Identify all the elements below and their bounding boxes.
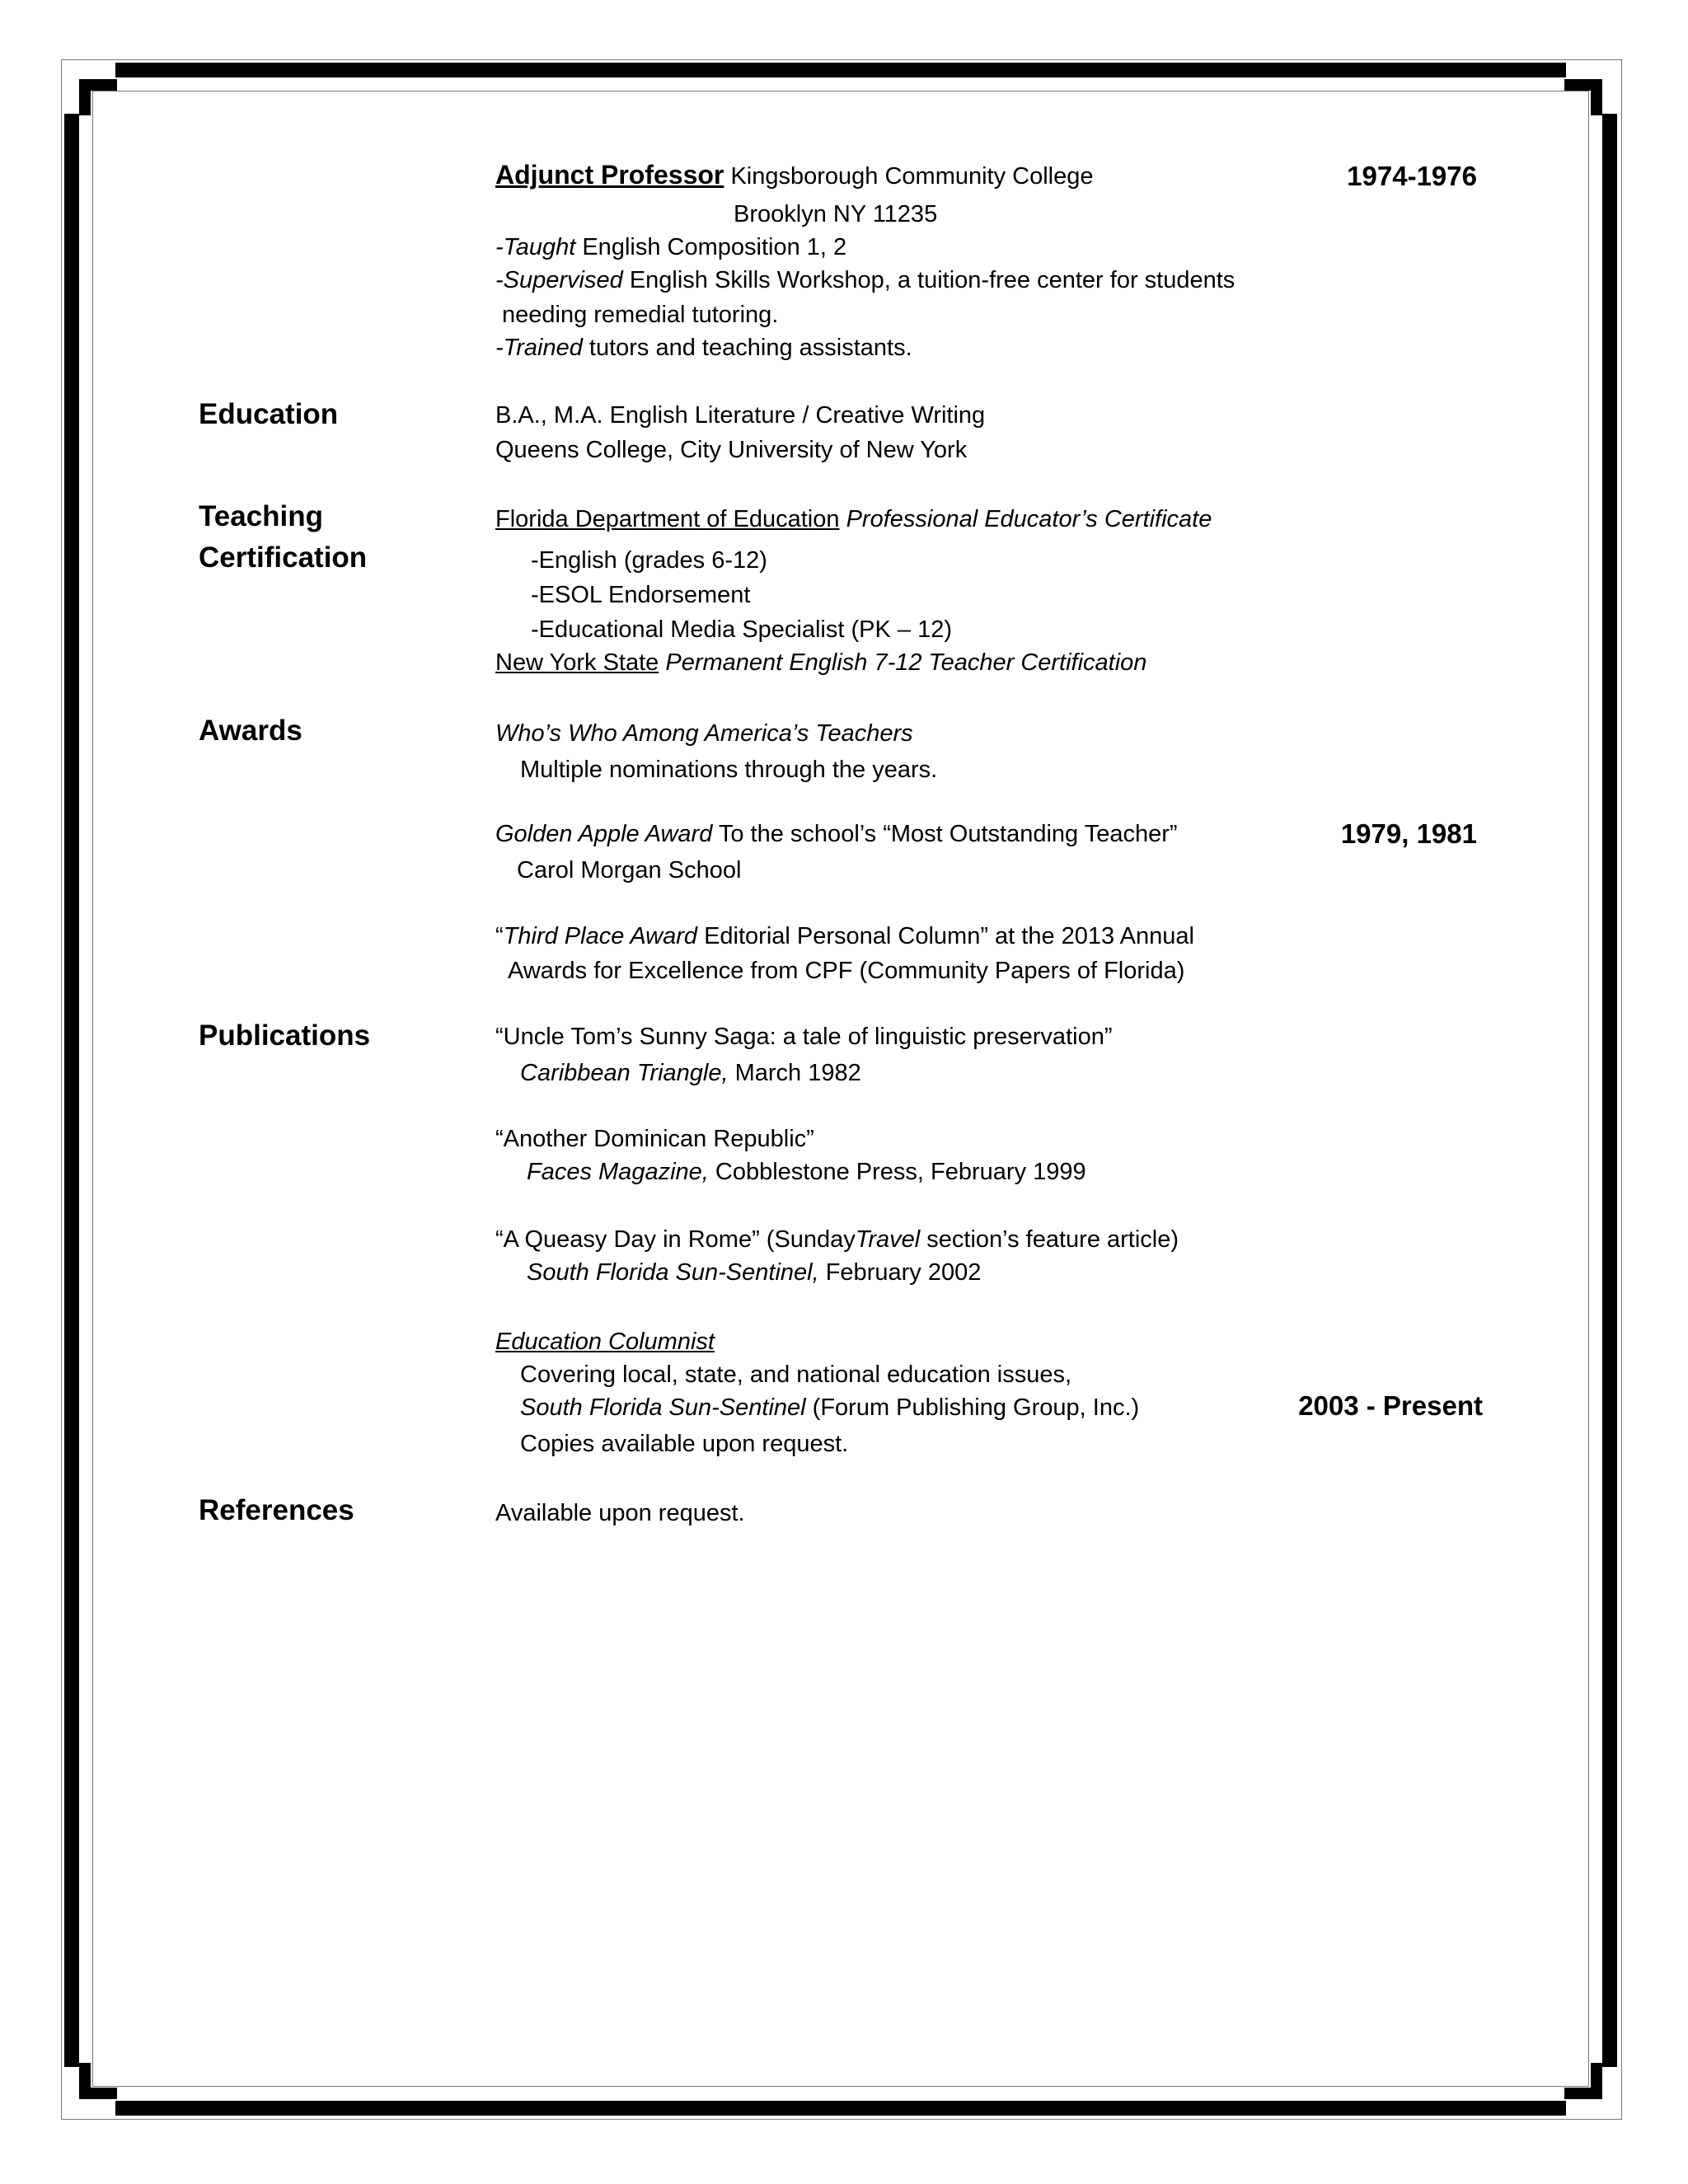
publication-1-date: March 1982 (734, 1060, 861, 1086)
job-bullet-2-cont: needing remedial tutoring. (502, 302, 779, 328)
publication-1-source-name: Caribbean Triangle, (520, 1060, 729, 1086)
certification-heading-line2: Certification (199, 541, 368, 574)
award-golden-apple-school: Carol Morgan School (517, 857, 742, 883)
publication-3-tail: section’s feature article) (926, 1226, 1179, 1253)
award-third-place-quote: “ (495, 923, 504, 949)
education-school: Queens College, City University of New York (495, 437, 968, 463)
award-third-place-text: Editorial Personal Column” at the 2013 Annual (704, 923, 1194, 949)
certification-item-esol: -ESOL Endorsement (531, 582, 751, 608)
certification-florida (495, 504, 1212, 534)
publication-3-title-text: “A Queasy Day in Rome” (Sunday (495, 1226, 856, 1253)
job-bullet-1 (495, 232, 846, 262)
publication-2-source (527, 1157, 1086, 1187)
certification-ny-org: New York State (495, 649, 659, 676)
publication-1-source (520, 1058, 861, 1088)
award-whos-who-title: Who’s Who Among America’s Teachers (495, 720, 913, 747)
awards-heading: Awards (199, 715, 302, 747)
award-third-place (495, 921, 1194, 951)
job-location: Brooklyn NY 11235 (734, 201, 938, 227)
columnist-copies: Copies available upon request. (520, 1431, 849, 1457)
job-years: 1974-1976 (1347, 161, 1477, 191)
job-bullet-1-text: English Composition 1, 2 (582, 234, 847, 260)
publication-3-date: February 2002 (825, 1259, 982, 1286)
columnist-paper-line (520, 1393, 1139, 1422)
job-bullet-3-verb: -Trained (495, 335, 583, 361)
award-golden-apple-years: 1979, 1981 (1340, 818, 1477, 849)
certification-ny-cert: Permanent English 7-12 Teacher Certification (665, 649, 1147, 676)
certification-florida-cert: Professional Educator’s Certificate (846, 506, 1212, 532)
publication-3-title (495, 1225, 1179, 1254)
columnist-line1: Covering local, state, and national education issues, (520, 1361, 1072, 1388)
publication-2-source-name: Faces Magazine, (527, 1159, 709, 1185)
award-golden-apple (495, 819, 1178, 849)
certification-ny (495, 648, 1146, 677)
award-third-place-cont: Awards for Excellence from CPF (Community Papers of Florida) (508, 958, 1185, 984)
job-bullet-2 (495, 265, 1235, 295)
columnist-title: Education Columnist (495, 1329, 715, 1355)
certification-heading-line1: Teaching (199, 500, 324, 532)
job-institution: Kingsborough Community College (730, 163, 1094, 190)
job-bullet-3-text: tutors and teaching assistants. (588, 335, 912, 361)
job-bullet-3 (495, 333, 912, 363)
award-whos-who-detail: Multiple nominations through the years. (520, 757, 938, 783)
publication-3-travel: Travel (855, 1226, 921, 1253)
education-degree: B.A., M.A. English Literature / Creative Writing (495, 402, 986, 429)
columnist-publisher: (Forum Publishing Group, Inc.) (812, 1394, 1140, 1421)
columnist-paper: South Florida Sun-Sentinel (520, 1394, 806, 1421)
award-golden-apple-title: Golden Apple Award (495, 821, 713, 847)
publications-heading: Publications (199, 1019, 371, 1052)
publication-1-title: “Uncle Tom’s Sunny Saga: a tale of linguistic preservation” (495, 1024, 1113, 1050)
publication-2-date: Cobblestone Press, February 1999 (715, 1159, 1086, 1185)
certification-item-media: -Educational Media Specialist (PK – 12) (531, 616, 952, 643)
references-heading: References (199, 1494, 354, 1526)
publication-3-source (527, 1258, 981, 1287)
border-outer-line (61, 59, 1622, 2120)
publication-2-title: “Another Dominican Republic” (495, 1126, 814, 1152)
job-bullet-1-verb: -Taught (495, 234, 576, 260)
columnist-years: 2003 - Present (1298, 1390, 1483, 1421)
job-title: Adjunct Professor (495, 160, 724, 190)
publication-3-source-name: South Florida Sun-Sentinel, (527, 1259, 819, 1286)
job-bullet-2-verb: -Supervised (495, 267, 623, 293)
experience-title-line (495, 160, 1094, 191)
award-golden-apple-text: To the school’s “Most Outstanding Teacher” (718, 821, 1178, 847)
references-text: Available upon request. (495, 1500, 745, 1526)
certification-florida-org: Florida Department of Education (495, 506, 840, 532)
education-heading: Education (199, 398, 339, 430)
job-bullet-2-text: English Skills Workshop, a tuition-free center for students (629, 267, 1236, 293)
certification-item-english: -English (grades 6-12) (531, 547, 767, 574)
award-third-place-title: Third Place Award (503, 923, 697, 949)
